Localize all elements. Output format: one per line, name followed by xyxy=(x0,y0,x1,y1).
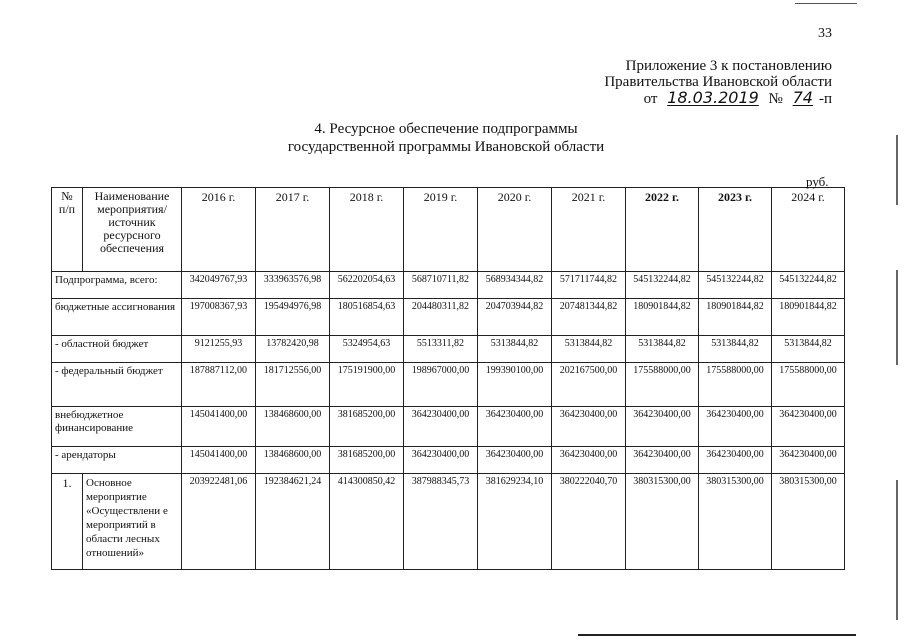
cell-value: 381685200,00 xyxy=(330,407,404,447)
resource-table xyxy=(51,187,845,570)
cell-value: 145041400,00 xyxy=(182,447,256,474)
cell-value: 145041400,00 xyxy=(182,407,256,447)
header-year: 2017 г. xyxy=(256,188,330,272)
cell-value: 381629234,10 xyxy=(478,474,552,570)
cell-value: 364230400,00 xyxy=(478,407,552,447)
approval-number: 74 xyxy=(792,88,813,107)
cell-value: 414300850,42 xyxy=(330,474,404,570)
cell-value: 5313844,82 xyxy=(552,336,626,363)
cell-value: 5313844,82 xyxy=(772,336,845,363)
header-number: № п/п xyxy=(52,188,83,272)
cell-value: 198967000,00 xyxy=(404,363,478,407)
cell-value: 364230400,00 xyxy=(699,447,772,474)
row-label: - арендаторы xyxy=(52,447,182,474)
cell-value: 204480311,82 xyxy=(404,299,478,336)
row-label: внебюджетное финансирование xyxy=(52,407,182,447)
cell-value: 138468600,00 xyxy=(256,447,330,474)
table-header-row xyxy=(52,188,845,272)
cell-value: 199390100,00 xyxy=(478,363,552,407)
cell-value: 5313844,82 xyxy=(699,336,772,363)
top-rule xyxy=(795,3,857,4)
header-year: 2021 г. xyxy=(552,188,626,272)
cell-value: 364230400,00 xyxy=(626,407,699,447)
cell-value: 5313844,82 xyxy=(478,336,552,363)
header-year: 2016 г. xyxy=(182,188,256,272)
cell-value: 203922481,06 xyxy=(182,474,256,570)
cell-value: 380315300,00 xyxy=(699,474,772,570)
cell-value: 197008367,93 xyxy=(182,299,256,336)
table-row xyxy=(52,407,845,447)
header-year: 2023 г. xyxy=(699,188,772,272)
cell-value: 202167500,00 xyxy=(552,363,626,407)
cell-value: 380315300,00 xyxy=(626,474,699,570)
cell-value: 175588000,00 xyxy=(772,363,845,407)
table-row xyxy=(52,299,845,336)
bottom-rule xyxy=(578,634,856,636)
approval-line-2: Правительства Ивановской области xyxy=(604,74,832,90)
cell-value: 9121255,93 xyxy=(182,336,256,363)
cell-value: 192384621,24 xyxy=(256,474,330,570)
approval-block xyxy=(604,58,832,107)
cell-value: 207481344,82 xyxy=(552,299,626,336)
event-row xyxy=(52,474,845,570)
title-line-1: 4. Ресурсное обеспечение подпрограммы xyxy=(314,121,578,137)
cell-value: 180901844,82 xyxy=(699,299,772,336)
event-name: Основное мероприятие «Осуществлени е мероприятий в области лесных отношений» xyxy=(83,474,182,570)
header-year: 2019 г. xyxy=(404,188,478,272)
approval-from-label: от xyxy=(643,91,658,107)
approval-line-1: Приложение 3 к постановлению xyxy=(625,58,832,74)
header-year: 2024 г. xyxy=(772,188,845,272)
document-title xyxy=(230,120,662,156)
cell-value: 545132244,82 xyxy=(772,272,845,299)
header-year: 2020 г. xyxy=(478,188,552,272)
cell-value: 364230400,00 xyxy=(552,407,626,447)
cell-value: 380222040,70 xyxy=(552,474,626,570)
cell-value: 364230400,00 xyxy=(404,447,478,474)
approval-date: 18.03.2019 xyxy=(667,88,759,107)
approval-number-label: № xyxy=(768,91,783,107)
cell-value: 138468600,00 xyxy=(256,407,330,447)
cell-value: 204703944,82 xyxy=(478,299,552,336)
cell-value: 175588000,00 xyxy=(699,363,772,407)
title-line-2: государственной программы Ивановской области xyxy=(287,139,605,155)
cell-value: 364230400,00 xyxy=(478,447,552,474)
cell-value: 562202054,63 xyxy=(330,272,404,299)
approval-line-3 xyxy=(604,90,832,107)
currency-unit: руб. xyxy=(806,174,829,189)
page-number: 33 xyxy=(818,26,832,41)
cell-value: 364230400,00 xyxy=(772,447,845,474)
event-index: 1. xyxy=(52,474,83,570)
cell-value: 175588000,00 xyxy=(626,363,699,407)
cell-value: 381685200,00 xyxy=(330,447,404,474)
header-year: 2018 г. xyxy=(330,188,404,272)
row-label: - областной бюджет xyxy=(52,336,182,363)
header-name: Наименование мероприятия/ источник ресурсного обеспечения xyxy=(83,188,182,272)
row-label: бюджетные ассигнования xyxy=(52,299,182,336)
cell-value: 364230400,00 xyxy=(552,447,626,474)
scan-edge-marks xyxy=(893,0,901,640)
cell-value: 13782420,98 xyxy=(256,336,330,363)
cell-value: 342049767,93 xyxy=(182,272,256,299)
cell-value: 195494976,98 xyxy=(256,299,330,336)
cell-value: 568710711,82 xyxy=(404,272,478,299)
cell-value: 187887112,00 xyxy=(182,363,256,407)
table-row xyxy=(52,272,845,299)
cell-value: 545132244,82 xyxy=(626,272,699,299)
cell-value: 364230400,00 xyxy=(772,407,845,447)
table-row xyxy=(52,336,845,363)
cell-value: 364230400,00 xyxy=(404,407,478,447)
cell-value: 181712556,00 xyxy=(256,363,330,407)
row-label: Подпрограмма, всего: xyxy=(52,272,182,299)
cell-value: 364230400,00 xyxy=(699,407,772,447)
cell-value: 333963576,98 xyxy=(256,272,330,299)
table-row xyxy=(52,447,845,474)
cell-value: 571711744,82 xyxy=(552,272,626,299)
cell-value: 364230400,00 xyxy=(626,447,699,474)
header-year: 2022 г. xyxy=(626,188,699,272)
cell-value: 180901844,82 xyxy=(626,299,699,336)
cell-value: 380315300,00 xyxy=(772,474,845,570)
cell-value: 180516854,63 xyxy=(330,299,404,336)
approval-suffix: -п xyxy=(818,91,832,107)
cell-value: 5313844,82 xyxy=(626,336,699,363)
cell-value: 180901844,82 xyxy=(772,299,845,336)
table-row xyxy=(52,363,845,407)
cell-value: 5513311,82 xyxy=(404,336,478,363)
row-label: - федеральный бюджет xyxy=(52,363,182,407)
cell-value: 387988345,73 xyxy=(404,474,478,570)
cell-value: 5324954,63 xyxy=(330,336,404,363)
cell-value: 568934344,82 xyxy=(478,272,552,299)
cell-value: 175191900,00 xyxy=(330,363,404,407)
cell-value: 545132244,82 xyxy=(699,272,772,299)
